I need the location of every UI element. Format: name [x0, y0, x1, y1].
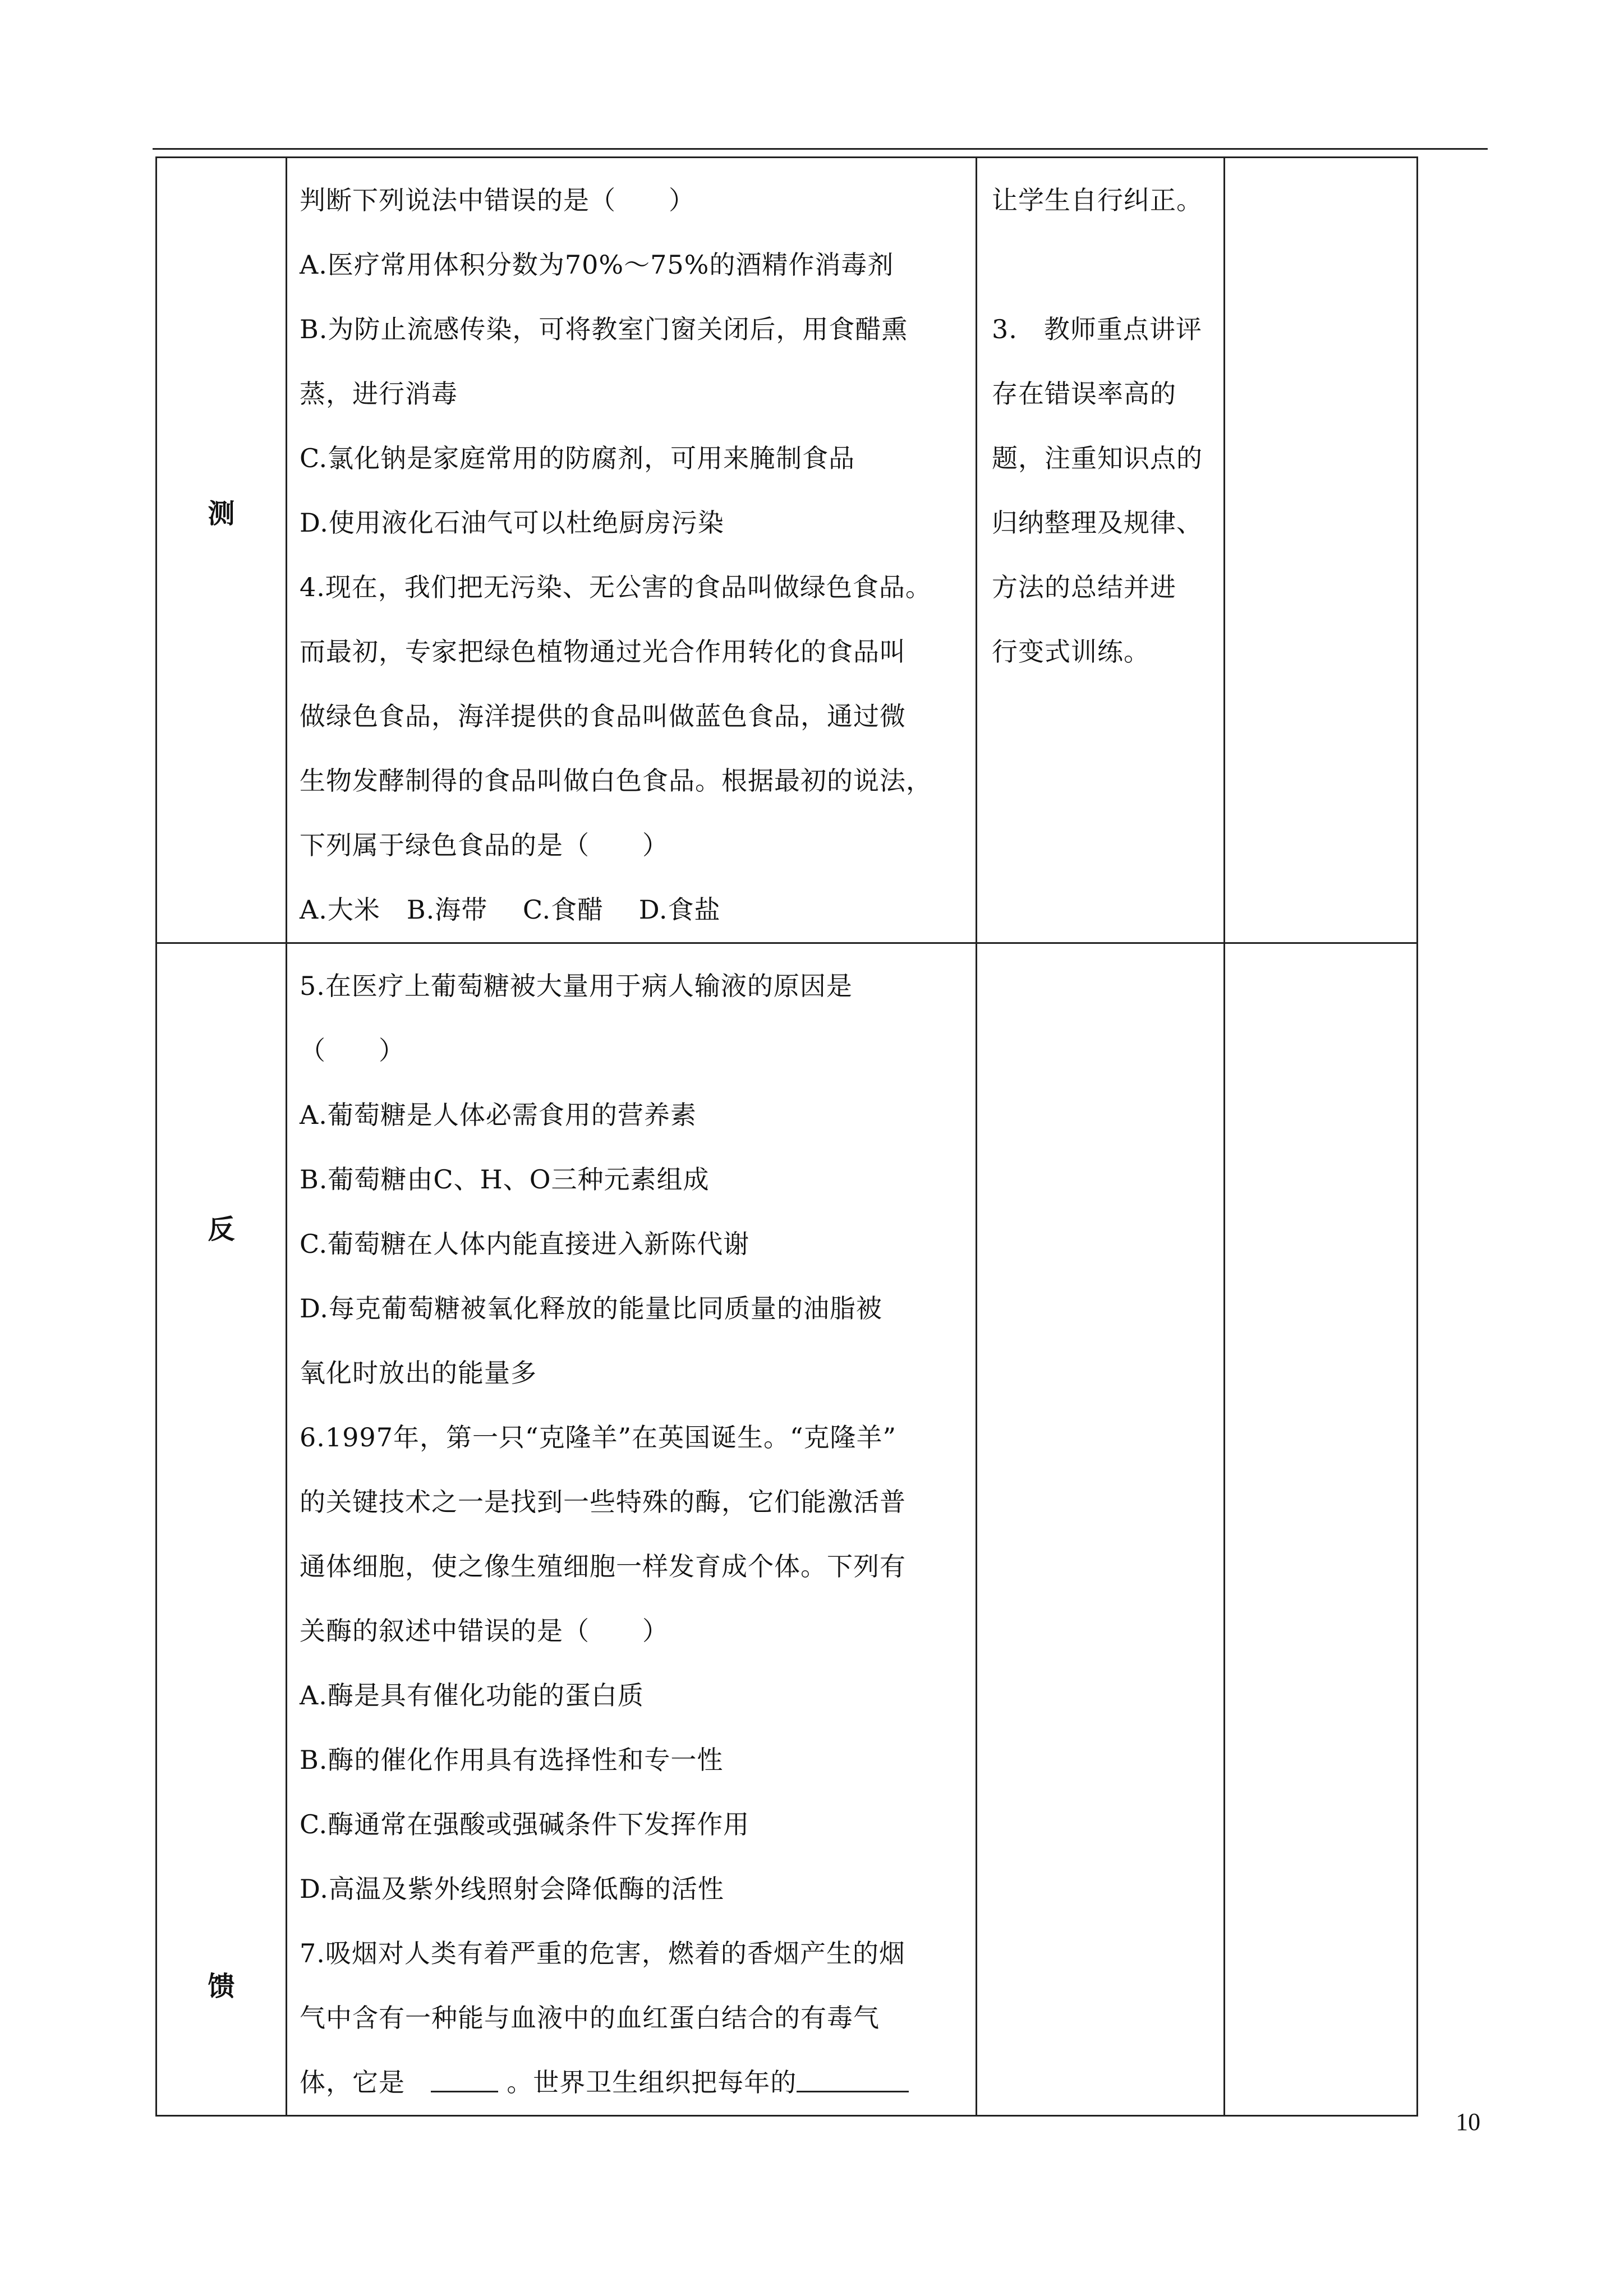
section-label-fan: 反 [208, 1214, 235, 1245]
text-line: C.酶通常在强酸或强碱条件下发挥作用 [300, 1809, 750, 1839]
section-label-ce: 测 [208, 498, 235, 529]
text-line: 存在错误率高的 [992, 379, 1176, 409]
text-line: C.葡萄糖在人体内能直接进入新陈代谢 [300, 1229, 750, 1259]
text-line: 3. 教师重点讲评 [992, 314, 1202, 344]
text-line: 氧化时放出的能量多 [300, 1358, 537, 1388]
teacher-notes-block [977, 158, 1223, 684]
table-row-feedback [157, 943, 1418, 2116]
text-line: 6.1997年，第一只“克隆羊”在英国诞生。“克隆羊” [300, 1422, 897, 1453]
text-line: 气中含有一种能与血液中的血红蛋白结合的有毒气 [300, 2003, 880, 2033]
text-line: 7.吸烟对人类有着严重的危害，燃着的香烟产生的烟 [300, 1938, 905, 1968]
text-line: B.葡萄糖由C、H、O三种元素组成 [300, 1164, 710, 1195]
teacher-notes-cell [977, 943, 1225, 2116]
fill-in-prefix: 体，它是 [300, 2067, 405, 2097]
text-line: 判断下列说法中错误的是（ ） [300, 185, 695, 215]
teacher-notes-cell [977, 158, 1225, 943]
question-text-block [287, 158, 976, 942]
text-line: B.为防止流感传染，可将教室门窗关闭后，用食醋熏 [300, 314, 908, 344]
text-line: （ ） [300, 1035, 405, 1066]
text-line: 归纳整理及规律、 [992, 508, 1203, 538]
text-line: A.酶是具有催化功能的蛋白质 [300, 1680, 644, 1711]
text-line: D.每克葡萄糖被氧化释放的能量比同质量的油脂被 [300, 1293, 882, 1324]
text-line: A.大米 B.海带 C.食醋 D.食盐 [300, 895, 721, 925]
header-rule [153, 148, 1488, 150]
section-label-kui: 馈 [208, 1971, 235, 2002]
section-label-cell [157, 158, 287, 943]
question-content-cell [287, 943, 977, 2116]
text-line: 下列属于绿色食品的是（ ） [300, 830, 669, 860]
text-line: 方法的总结并进 [992, 572, 1176, 602]
text-line: 关酶的叙述中错误的是（ ） [300, 1616, 669, 1646]
text-line: B.酶的催化作用具有选择性和专一性 [300, 1745, 724, 1775]
fill-in-mid: 。世界卫生组织把每年的 [507, 2067, 797, 2097]
text-line: 5.在医疗上葡萄糖被大量用于病人输液的原因是 [300, 971, 853, 1001]
text-line: C.氯化钠是家庭常用的防腐剂，可用来腌制食品 [300, 443, 855, 473]
text-line: 通体细胞，使之像生殖细胞一样发育成个体。下列有 [300, 1551, 906, 1582]
section-label-cell [157, 943, 287, 2116]
answer-blank-1[interactable] [431, 2064, 498, 2092]
text-line: 而最初，专家把绿色植物通过光合作用转化的食品叫 [300, 637, 906, 667]
text-line: 行变式训练。 [992, 637, 1150, 667]
lesson-plan-table [155, 156, 1418, 2117]
table-row-test [157, 158, 1418, 943]
text-line: A.医疗常用体积分数为70%～75%的酒精作消毒剂 [300, 250, 894, 280]
text-line: D.使用液化石油气可以杜绝厨房污染 [300, 508, 724, 538]
page-number: 10 [1456, 2108, 1480, 2136]
empty-cell [1225, 943, 1418, 2116]
text-line: 的关键技术之一是找到一些特殊的酶，它们能激活普 [300, 1487, 906, 1517]
text-line: 生物发酵制得的食品叫做白色食品。根据最初的说法， [300, 766, 932, 796]
text-line: 让学生自行纠正。 [992, 185, 1203, 215]
text-line: 做绿色食品，海洋提供的食品叫做蓝色食品，通过微 [300, 701, 906, 731]
text-line [992, 233, 1211, 297]
question-content-cell [287, 158, 977, 943]
empty-cell [1225, 158, 1418, 943]
text-line: A.葡萄糖是人体必需食用的营养素 [300, 1100, 697, 1130]
question-last-line [287, 2050, 976, 2115]
text-line: D.高温及紫外线照射会降低酶的活性 [300, 1874, 724, 1904]
text-line: 蒸，进行消毒 [300, 379, 458, 409]
answer-blank-2[interactable] [797, 2064, 909, 2092]
text-line: 4.现在，我们把无污染、无公害的食品叫做绿色食品。 [300, 572, 932, 602]
question-text-block [287, 944, 976, 2050]
text-line: 题，注重知识点的 [992, 443, 1203, 473]
